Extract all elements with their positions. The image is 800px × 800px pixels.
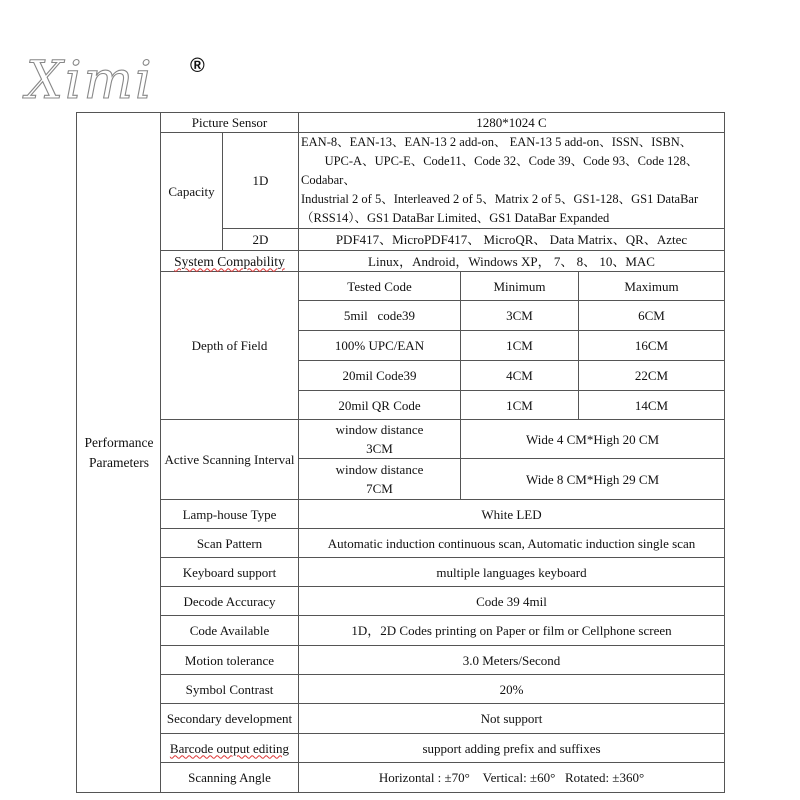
spec-row [77, 587, 725, 616]
spec-value: Not support [299, 704, 725, 734]
spec-row [77, 763, 725, 793]
spec-value: Horizontal : ±70° Vertical: ±60° Rotated: ±360° [299, 763, 725, 793]
spec-row [77, 616, 725, 646]
depth-code: 5mil code39 [299, 301, 461, 331]
ximi-logo [22, 30, 222, 110]
row-depth-header [77, 272, 725, 301]
spec-value: 3.0 Meters/Second [299, 646, 725, 675]
capacity-2d-value: PDF417、MicroPDF417、 MicroQR、 Data Matrix、QR、Aztec [299, 229, 725, 251]
depth-header-minimum: Minimum [461, 272, 579, 301]
depth-min: 1CM [461, 391, 579, 420]
spec-table [76, 112, 725, 793]
depth-header-tested-code: Tested Code [299, 272, 461, 301]
spec-row [77, 529, 725, 558]
depth-code: 20mil Code39 [299, 361, 461, 391]
spec-row [77, 734, 725, 763]
capacity-1d-line: UPC-A、UPC-E、Code11、Code 32、Code 39、Code 93、Code 128、Codabar、 [301, 154, 699, 187]
spec-value: Code 39 4mil [299, 587, 725, 616]
spec-row [77, 500, 725, 529]
capacity-label: Capacity [161, 133, 223, 251]
spec-label: Scan Pattern [161, 529, 299, 558]
performance-parameters-label: Performance Parameters [77, 113, 161, 793]
scan-interval-value: Wide 8 CM*High 29 CM [461, 459, 725, 500]
capacity-1d-line: Industrial 2 of 5、Interleaved 2 of 5、Matrix 2 of 5、GS1-128、GS1 DataBar [301, 192, 699, 206]
row-picture-sensor [77, 113, 725, 133]
depth-min: 1CM [461, 331, 579, 361]
scan-interval-distance: window distance 3CM [299, 420, 461, 459]
depth-code: 20mil QR Code [299, 391, 461, 420]
scan-interval-row [77, 420, 725, 459]
spec-label: Secondary development [161, 704, 299, 734]
active-scanning-interval-label: Active Scanning Interval [161, 420, 299, 500]
spec-label: Code Available [161, 616, 299, 646]
picture-sensor-value: 1280*1024 C [299, 113, 725, 133]
spec-row [77, 558, 725, 587]
spec-row [77, 704, 725, 734]
spec-value: multiple languages keyboard [299, 558, 725, 587]
depth-max: 14CM [579, 391, 725, 420]
spec-label: Decode Accuracy [161, 587, 299, 616]
depth-min: 4CM [461, 361, 579, 391]
system-compatibility-value: Linux，Android，Windows XP， 7、 8、 10、MAC [299, 251, 725, 272]
capacity-2d-label: 2D [223, 229, 299, 251]
spec-label: Lamp-house Type [161, 500, 299, 529]
spec-value: support adding prefix and suffixes [299, 734, 725, 763]
depth-max: 16CM [579, 331, 725, 361]
capacity-1d-label: 1D [223, 133, 299, 229]
spec-label: Motion tolerance [161, 646, 299, 675]
spec-value: 20% [299, 675, 725, 704]
depth-code: 100% UPC/EAN [299, 331, 461, 361]
spec-row [77, 646, 725, 675]
depth-max: 6CM [579, 301, 725, 331]
spec-label: Symbol Contrast [161, 675, 299, 704]
row-system-compatibility [77, 251, 725, 272]
depth-min: 3CM [461, 301, 579, 331]
registered-mark: ® [190, 55, 205, 77]
row-capacity-1d [77, 133, 725, 229]
depth-header-maximum: Maximum [579, 272, 725, 301]
capacity-1d-line: （RSS14）、GS1 DataBar Limited、GS1 DataBar Expanded [301, 211, 610, 225]
picture-sensor-label: Picture Sensor [161, 113, 299, 133]
capacity-1d-value [299, 133, 725, 229]
spec-value: White LED [299, 500, 725, 529]
spec-label: Barcode output editing [161, 734, 299, 763]
spec-row [77, 675, 725, 704]
depth-max: 22CM [579, 361, 725, 391]
spec-value: 1D，2D Codes printing on Paper or film or Cellphone screen [299, 616, 725, 646]
capacity-1d-line: EAN-8、EAN-13、EAN-13 2 add-on、 EAN-13 5 add-on、ISSN、ISBN、 [301, 135, 693, 149]
depth-of-field-label: Depth of Field [161, 272, 299, 420]
spec-label: Keyboard support [161, 558, 299, 587]
logo-wordmark: Ximi [26, 51, 154, 110]
scan-interval-distance: window distance 7CM [299, 459, 461, 500]
system-compatibility-label: System Compability [161, 251, 299, 272]
spec-value: Automatic induction continuous scan, Automatic induction single scan [299, 529, 725, 558]
spec-label: Scanning Angle [161, 763, 299, 793]
scan-interval-value: Wide 4 CM*High 20 CM [461, 420, 725, 459]
